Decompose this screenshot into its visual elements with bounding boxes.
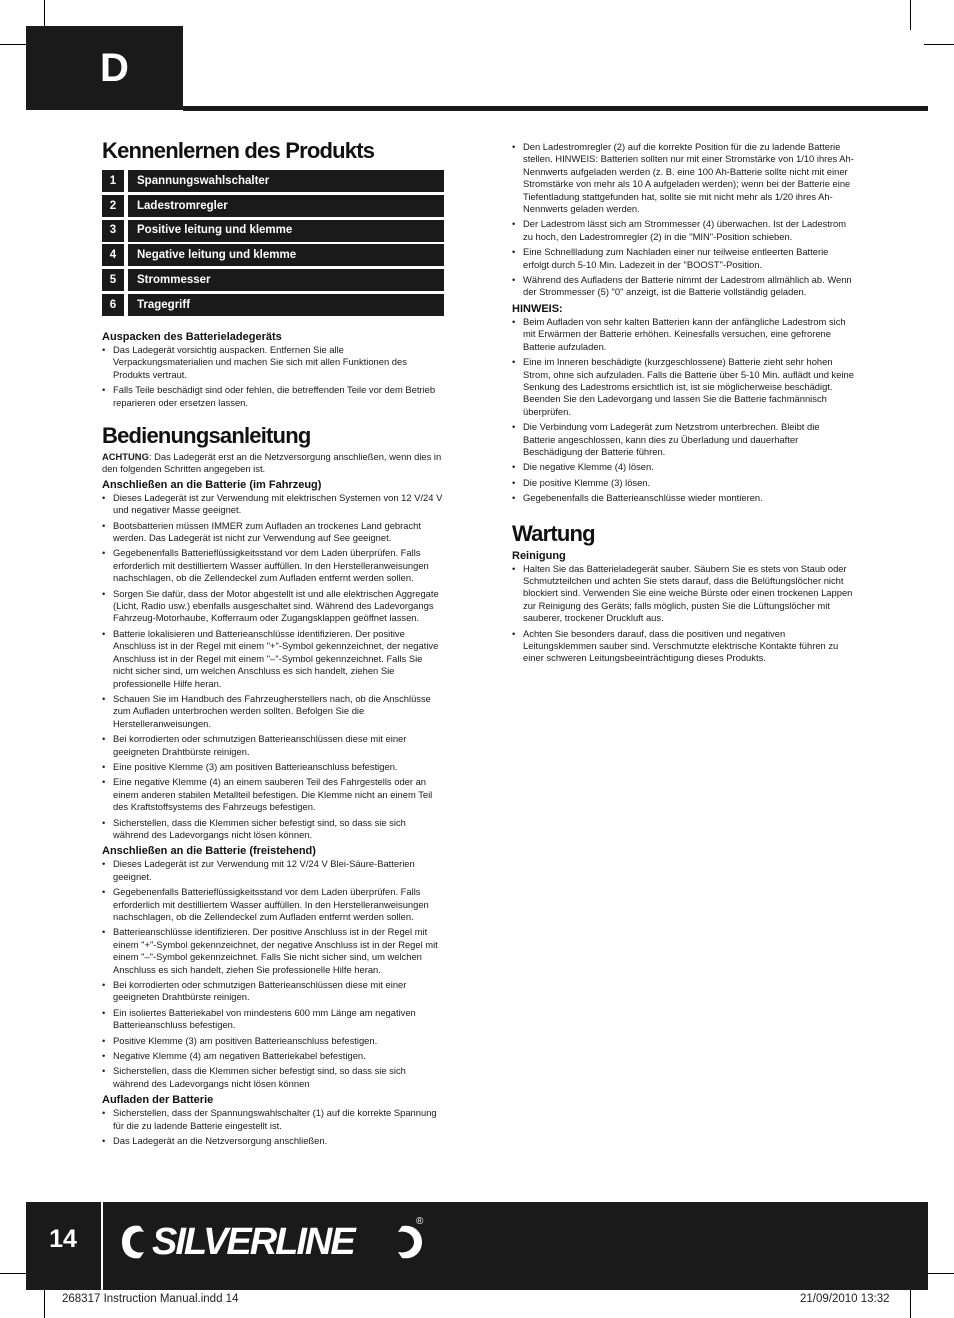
language-tab <box>26 26 183 110</box>
list-item: • Dieses Ladegerät ist zur Verwendung mit 12 V/24 V Blei-Säure-Batterien geeignet. <box>102 858 444 883</box>
list-item: • Gegebenenfalls die Batterieanschlüsse wieder montieren. <box>512 492 854 504</box>
charging-continued-list <box>512 141 854 299</box>
list-item: • Bei korrodierten oder schmutzigen Batterieanschlüssen diese mit einer geeigneten Drahtbürste reinigen. <box>102 733 444 758</box>
list-item: • Batterieanschlüsse identifizieren. Der positive Anschluss ist in der Regel mit einem "+"-Symbol gekennzeichnet, der negative Anschluss ist in der Regel mit einem "–"-Symbol gekennzeichnet. Falls Sie nicht sicher sind, um welchen Anschluss es sich handelt, ziehen Sie professionelle Hilfe heran. <box>102 926 444 976</box>
list-item: • Die positive Klemme (3) lösen. <box>512 477 854 489</box>
list-item: • Dieses Ladegerät ist zur Verwendung mit elektrischen Systemen von 12 V/24 V und negativer Masse geeignet. <box>102 492 444 517</box>
cleaning-heading: Reinigung <box>512 549 566 562</box>
part-label: Negative leitung und klemme <box>128 244 444 266</box>
list-item: • Schauen Sie im Handbuch des Fahrzeugherstellers nach, ob die Anschlüsse zum Aufladen unterbrochen werden sollten. Befolgen Sie die Herstelleranweisungen. <box>102 693 444 730</box>
standalone-heading: Anschließen an die Batterie (freistehend) <box>102 845 316 858</box>
part-number: 3 <box>102 220 124 242</box>
list-item: • Gegebenenfalls Batterieflüssigkeitsstand vor dem Laden überprüfen. Falls erforderlich mit destilliertem Wasser auffüllen. In den Herstelleranweisungen nachschlagen, ob die Zellendeckel zum Aufladen entfernt werden sollen. <box>102 886 444 923</box>
silverline-logo-icon <box>118 1212 428 1268</box>
list-item: • Die negative Klemme (4) lösen. <box>512 461 854 473</box>
right-column <box>512 141 854 668</box>
list-item: • Das Ladegerät vorsichtig auspacken. Entfernen Sie alle Verpackungsmaterialien und machen Sie sich mit allen Funktionen des Produkts vertraut. <box>102 344 444 381</box>
section-title-maintenance: Wartung <box>512 520 595 546</box>
section-title-product: Kennenlernen des Produkts <box>102 138 375 163</box>
left-column <box>102 138 444 1151</box>
part-number: 4 <box>102 244 124 266</box>
list-item: • Ein isoliertes Batteriekabel von mindestens 600 mm Länge am negativen Batterieanschluss befestigen. <box>102 1007 444 1032</box>
list-item: • Der Ladestrom lässt sich am Strommesser (4) überwachen. Ist der Ladestrom zu hoch, den Ladestromregler (2) in die "MIN"-Position schieben. <box>512 218 854 243</box>
part-row <box>102 269 444 291</box>
list-item: • Den Ladestromregler (2) auf die korrekte Position für die zu ladende Batterie stellen. HINWEIS: Batterien sollten nur mit einer Stromstärke von 1/10 ihres Ah-Nennwerts aufgeladen werden (z. B. eine 100 Ah-Batterie sollte nicht mit einer Stromstärke von mehr als 10 A aufgeladen werden); wenn bei der Batterie eine Tiefentladung stattgefunden hat, sollte sie mit nicht mehr als 1/20 ihres Ah-Nennwerts geladen werden. <box>512 141 854 215</box>
list-item: • Achten Sie besonders darauf, dass die positiven und negativen Leitungsklemmen sauber sind. Verschmutzte elektrische Kontakte führen zu einer schweren Leitungsbeeinträchtigung dieses Produkts. <box>512 628 854 665</box>
list-item: • Das Ladegerät an die Netzversorgung anschließen. <box>102 1135 444 1147</box>
part-number: 1 <box>102 170 124 192</box>
page-number: 14 <box>49 1224 77 1253</box>
slug-timestamp: 21/09/2010 13:32 <box>800 1293 890 1305</box>
list-item: • Beim Aufladen von sehr kalten Batterien kann der anfängliche Ladestrom sich mit Erwärmen der Batterie erhöhen. Keinesfalls versuchen, eine gefrorene Batterie aufzuladen. <box>512 316 854 353</box>
list-item: • Bootsbatterien müssen IMMER zum Aufladen an trockenes Land gebracht werden. Das Ladegerät ist nicht zur Verwendung auf See geeignet. <box>102 520 444 545</box>
part-label: Spannungswahlschalter <box>128 170 444 192</box>
part-row <box>102 195 444 217</box>
charging-list <box>102 1107 444 1147</box>
crop-mark <box>910 1288 911 1318</box>
list-item: • Bei korrodierten oder schmutzigen Batterieanschlüssen diese mit einer geeigneten Drahtbürste reinigen. <box>102 979 444 1004</box>
brand-name: SILVERLINE <box>152 1221 354 1263</box>
unpack-list <box>102 344 444 409</box>
part-row <box>102 294 444 316</box>
note-heading: HINWEIS: <box>512 302 563 315</box>
part-row <box>102 220 444 242</box>
standalone-list <box>102 858 444 1090</box>
list-item: • Sicherstellen, dass die Klemmen sicher befestigt sind, so dass sie sich während des Ladevorgangs nicht lösen können <box>102 1065 444 1090</box>
charging-heading: Aufladen der Batterie <box>102 1094 214 1107</box>
list-item: • Halten Sie das Batterieladegerät sauber. Säubern Sie es stets von Staub oder Schmutzteilchen und achten Sie stets darauf, dass die Belüftungslöcher nicht blockiert sind. Verwenden Sie eine weiche Bürste oder einen trockenen Lappen zur Reinigung des Geräts; falls möglich, pusten Sie die Lüftungslöcher mit sauberer, trockener Druckluft aus. <box>512 563 854 625</box>
part-label: Strommesser <box>128 269 444 291</box>
list-item: • Die Verbindung vom Ladegerät zum Netzstrom unterbrechen. Bleibt die Batterie angeschlossen, kann dies zu Überladung und dauerhafter Beschädigung der Batterie führen. <box>512 421 854 458</box>
crop-mark <box>924 44 954 45</box>
list-item: • Eine Schnellladung zum Nachladen einer nur teilweise entleerten Batterie erfolgt durch 5-10 Min. Ladezeit in der "BOOST"-Position. <box>512 246 854 271</box>
vehicle-heading: Anschließen an die Batterie (im Fahrzeug) <box>102 478 322 491</box>
caution-note <box>102 451 444 476</box>
list-item: • Falls Teile beschädigt sind oder fehlen, die betreffenden Teile vor dem Betrieb reparieren oder ersetzen lassen. <box>102 384 444 409</box>
crop-mark <box>924 1273 954 1274</box>
part-number: 5 <box>102 269 124 291</box>
slug-filename: 268317 Instruction Manual.indd 14 <box>62 1293 239 1305</box>
notes-list <box>512 316 854 505</box>
part-number: 2 <box>102 195 124 217</box>
part-label: Tragegriff <box>128 294 444 316</box>
crop-mark <box>44 1288 45 1318</box>
list-item: • Batterie lokalisieren und Batterieanschlüsse identifizieren. Der positive Anschluss ist in der Regel mit einem "+"-Symbol gekennzeichnet, der negative Anschluss ist in der Regel mit einem "–"-Symbol gekennzeichnet. Falls Sie nicht sicher sind, um welchen Anschluss es sich handelt, ziehen Sie professionelle Hilfe heran. <box>102 628 444 690</box>
caution-text: : Das Ladegerät erst an die Netzversorgung anschließen, wenn dies in den folgenden Schritten angegeben ist. <box>102 451 442 475</box>
list-item: • Positive Klemme (3) am positiven Batterieanschluss befestigen. <box>102 1035 444 1047</box>
brand-logo <box>118 1212 428 1273</box>
list-item: • Sicherstellen, dass die Klemmen sicher befestigt sind, so dass sie sich während des Ladevorgangs nicht lösen können. <box>102 817 444 842</box>
list-item: • Sorgen Sie dafür, dass der Motor abgestellt ist und alle elektrischen Aggregate (Licht, Radio usw.) ebenfalls ausgeschaltet sind. Während des Ladevorgangs Fahrzeug-Motorhaube, Kofferraum oder Zugangsklappen geöffnet lassen. <box>102 588 444 625</box>
list-item: • Negative Klemme (4) am negativen Batteriekabel befestigen. <box>102 1050 444 1062</box>
crop-mark <box>910 0 911 30</box>
vehicle-list <box>102 492 444 842</box>
cleaning-list <box>512 563 854 665</box>
list-item: • Während des Aufladens der Batterie nimmt der Ladestrom allmählich ab. Wenn der Strommesser (5) "0" anzeigt, ist die Batterie vollständig geladen. <box>512 274 854 299</box>
part-number: 6 <box>102 294 124 316</box>
part-row <box>102 170 444 192</box>
header-rule <box>183 106 928 111</box>
parts-list <box>102 170 444 316</box>
list-item: • Gegebenenfalls Batterieflüssigkeitsstand vor dem Laden überprüfen. Falls erforderlich mit destilliertem Wasser auffüllen. In den Herstelleranweisungen nachschlagen, ob die Zellendeckel zum Aufladen entfernt werden sollen. <box>102 547 444 584</box>
list-item: • Eine im Inneren beschädigte (kurzgeschlossene) Batterie zieht sehr hohen Strom, ohne sich aufzuladen. Falls die Batterie über 5-10 Min. auflädt und keine Senkung des Ladestroms ersichtlich ist, ist sie möglicherweise beschädigt. Beenden Sie den Ladevorgang und lassen Sie die Batterie fachmännisch überprüfen. <box>512 356 854 418</box>
part-label: Positive leitung und klemme <box>128 220 444 242</box>
caution-label: ACHTUNG <box>102 451 149 463</box>
registered-mark: ® <box>416 1216 424 1227</box>
list-item: • Eine negative Klemme (4) an einem sauberen Teil des Fahrgestells oder an einem anderen stabilen Metallteil befestigen. Die Klemme nicht an einem Teil des Kraftstoffsystems des Fahrzeugs befestigen. <box>102 776 444 813</box>
part-label: Ladestromregler <box>128 195 444 217</box>
part-row <box>102 244 444 266</box>
list-item: • Sicherstellen, dass der Spannungswahlschalter (1) auf die korrekte Spannung für die zu ladende Batterie eingestellt ist. <box>102 1107 444 1132</box>
list-item: • Eine positive Klemme (3) am positiven Batterieanschluss befestigen. <box>102 761 444 773</box>
footer-divider <box>101 1202 103 1290</box>
section-title-operation: Bedienungsanleitung <box>102 423 311 449</box>
language-code: D <box>100 45 129 90</box>
unpack-heading: Auspacken des Batterieladegeräts <box>102 330 282 343</box>
